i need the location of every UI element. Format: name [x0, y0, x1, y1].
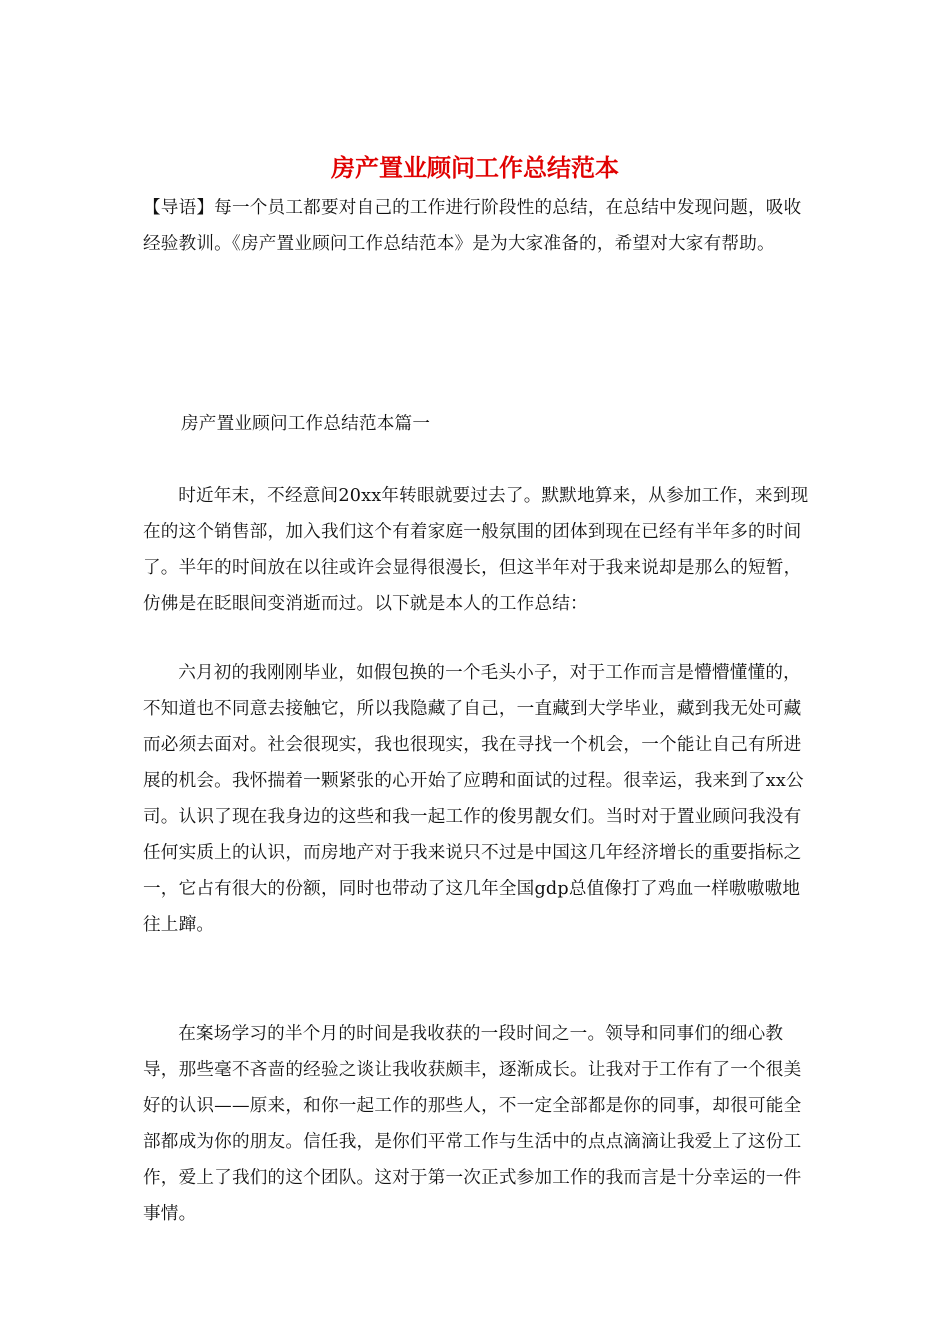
section-heading: 房产置业顾问工作总结范本篇一: [181, 414, 431, 434]
body-paragraph-1: 时近年末，不经意间20xx年转眼就要过去了。默默地算来，从参加工作，来到现在的这个销售部，加入我们这个有着家庭一般氛围的团体到现在已经有半年多的时间了。半年的时间放在以往或许会显得很漫长，但这半年对于我来说却是那么的短暂，仿佛是在眨眼间变消逝而过。以下就是本人的工作总结：: [143, 486, 809, 614]
body-paragraph-3: 在案场学习的半个月的时间是我收获的一段时间之一。领导和同事们的细心教导，那些毫不吝啬的经验之谈让我收获颇丰，逐渐成长。让我对于工作有了一个很美好的认识——原来，和你一起工作的那些人，不一定全部都是你的同事，却很可能全部都成为你的朋友。信任我，是你们平常工作与生活中的点点滴滴让我爱上了这份工作，爱上了我们的这个团队。这对于第一次正式参加工作的我而言是十分幸运的一件事情。: [143, 1024, 802, 1224]
body-paragraph-2: 六月初的我刚刚毕业，如假包换的一个毛头小子，对于工作而言是懵懵懂懂的，不知道也不同意去接触它，所以我隐藏了自己，一直藏到大学毕业，藏到我无处可藏而必须去面对。社会很现实，我也很现实，我在寻找一个机会，一个能让自己有所进展的机会。我怀揣着一颗紧张的心开始了应聘和面试的过程。很幸运，我来到了xx公司。认识了现在我身边的这些和我一起工作的俊男靓女们。当时对于置业顾问我没有任何实质上的认识，而房地产对于我来说只不过是中国这几年经济增长的重要指标之一，它占有很大的份额，同时也带动了这几年全国gdp总值像打了鸡血一样嗷嗷嗷地往上蹿。: [143, 663, 804, 935]
document-title: 房产置业顾问工作总结范本: [331, 153, 619, 182]
intro-paragraph: 【导语】每一个员工都要对自己的工作进行阶段性的总结，在总结中发现问题，吸收经验教训。《房产置业顾问工作总结范本》是为大家准备的，希望对大家有帮助。: [143, 198, 802, 254]
